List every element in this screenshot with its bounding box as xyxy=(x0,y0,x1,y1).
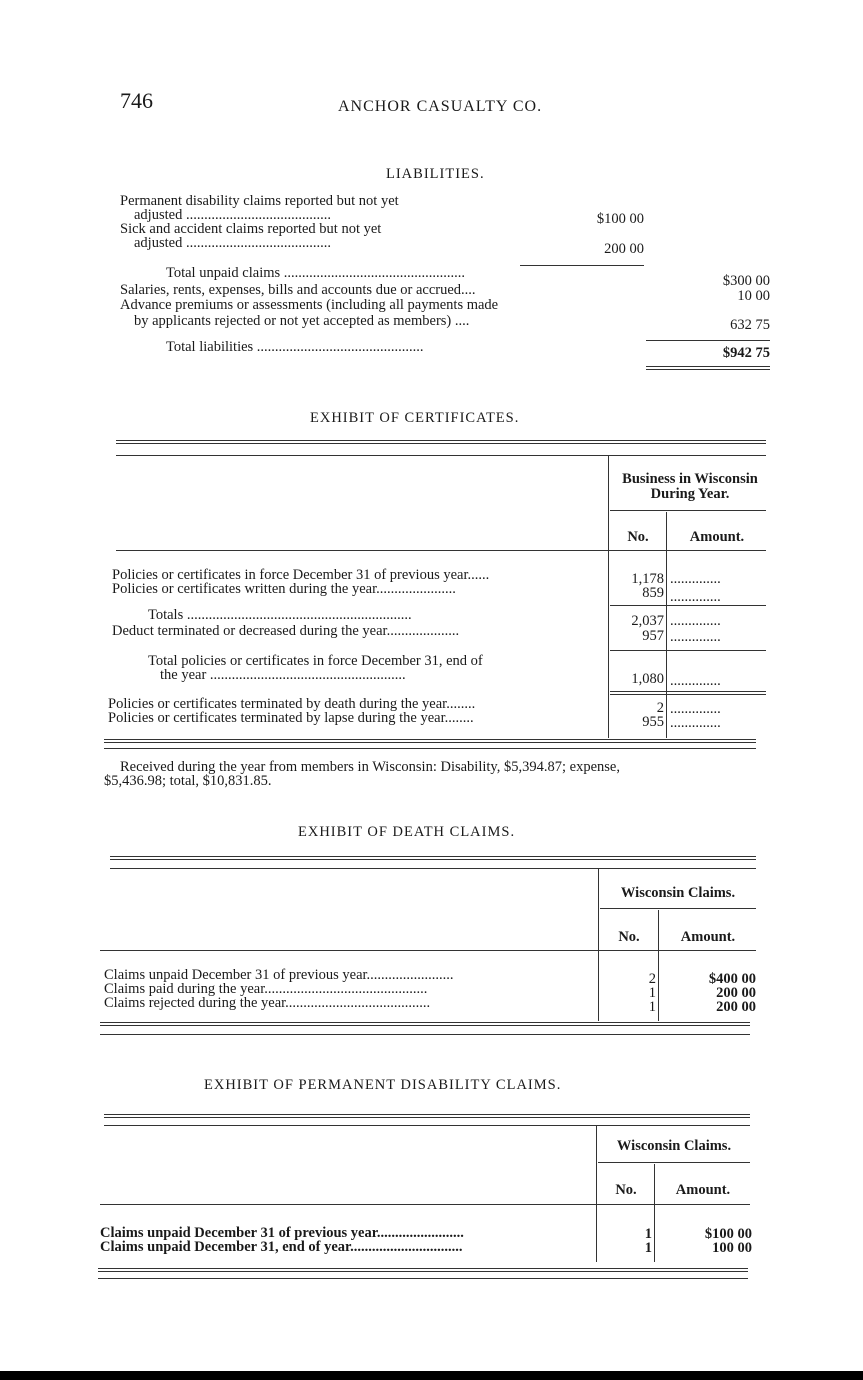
table-cell-amount: .............. xyxy=(670,702,721,717)
group-header: Wisconsin Claims. xyxy=(616,1138,732,1154)
table-row-label: Claims unpaid December 31, end of year............................... xyxy=(100,1240,463,1255)
liability-row-label: Permanent disability claims reported but not yet xyxy=(120,194,399,209)
total-liabilities-value: $942 75 xyxy=(722,345,770,361)
salaries-value: 10 00 xyxy=(737,288,770,304)
table-top-rule xyxy=(116,440,766,444)
table-bottom-rule xyxy=(104,739,756,743)
table-cell-amount: .............. xyxy=(670,674,721,689)
advance-premiums-label: by applicants rejected or not yet accepted as members) .... xyxy=(134,314,470,329)
table-cell-no: 859 xyxy=(642,585,664,601)
group-header: Business in Wisconsin xyxy=(622,471,758,487)
header-bottom-rule xyxy=(116,550,766,551)
table-cell-no: 1 xyxy=(648,985,656,1001)
col-header-amount: Amount. xyxy=(680,929,736,945)
table-cell-no: 955 xyxy=(642,714,664,730)
table-cell-amount: .............. xyxy=(670,614,721,629)
table-row-label: Claims paid during the year............................................. xyxy=(104,982,428,997)
table-row-label: Policies or certificates terminated by lapse during the year........ xyxy=(108,711,474,726)
table-top-rule xyxy=(116,455,766,456)
liability-row-label: Sick and accident claims reported but not yet xyxy=(120,222,382,237)
column-divider xyxy=(608,456,609,738)
table-cell-amount: $400 00 xyxy=(708,971,756,987)
total-rule xyxy=(646,340,770,341)
sum-rule xyxy=(610,605,766,606)
col-header-amount: Amount. xyxy=(675,1182,731,1198)
salaries-label: Salaries, rents, expenses, bills and accounts due or accrued.... xyxy=(120,283,476,298)
liability-row-label: adjusted ........................................ xyxy=(134,208,331,223)
table-cell-no: 2,037 xyxy=(631,613,664,629)
total-liabilities-label: Total liabilities .............................................. xyxy=(166,340,424,355)
death-claims-heading: EXHIBIT OF DEATH CLAIMS. xyxy=(298,824,516,840)
advance-premiums-value: 632 75 xyxy=(730,317,770,333)
table-row-label: Policies or certificates in force December 31 of previous year...... xyxy=(112,568,490,583)
liability-row-label: adjusted ........................................ xyxy=(134,236,331,251)
liabilities-heading: LIABILITIES. xyxy=(386,166,485,182)
column-divider xyxy=(596,1126,597,1262)
table-cell-no: 1 xyxy=(644,1226,652,1242)
table-row-label: Totals .............................................................. xyxy=(148,608,412,623)
header-bottom-rule xyxy=(100,1204,750,1205)
column-divider xyxy=(658,910,659,1021)
scan-bottom-border xyxy=(0,1371,863,1380)
sum-rule xyxy=(610,650,766,651)
received-note: $5,436.98; total, $10,831.85. xyxy=(104,773,272,789)
table-row-label: Total policies or certificates in force December 31, end of xyxy=(148,654,483,669)
table-bottom-rule xyxy=(98,1268,748,1272)
header-rule xyxy=(610,510,766,511)
table-cell-amount: .............. xyxy=(670,630,721,645)
header-rule xyxy=(598,1162,750,1163)
sum-double-rule xyxy=(610,691,766,695)
permanent-disability-heading: EXHIBIT OF PERMANENT DISABILITY CLAIMS. xyxy=(204,1077,562,1093)
table-row-label: Claims unpaid December 31 of previous year........................ xyxy=(100,1226,464,1241)
table-row-label: the year ...................................................... xyxy=(160,668,406,683)
table-cell-no: 1,178 xyxy=(631,571,664,587)
table-row-label: Claims unpaid December 31 of previous year........................ xyxy=(104,968,454,983)
table-cell-amount: .............. xyxy=(670,590,721,605)
table-cell-amount: 200 00 xyxy=(716,985,756,1001)
group-header: Wisconsin Claims. xyxy=(620,885,736,901)
table-cell-no: 2 xyxy=(648,971,656,987)
table-bottom-rule xyxy=(100,1034,750,1035)
page-number: 746 xyxy=(120,88,153,113)
table-top-rule xyxy=(104,1125,750,1126)
table-bottom-rule xyxy=(100,1022,750,1026)
table-bottom-rule xyxy=(98,1278,748,1279)
table-cell-no: 957 xyxy=(642,628,664,644)
table-cell-no: 1 xyxy=(648,999,656,1015)
col-header-amount: Amount. xyxy=(689,529,745,545)
column-divider xyxy=(666,512,667,738)
header-bottom-rule xyxy=(100,950,756,951)
table-cell-amount: 100 00 xyxy=(712,1240,752,1256)
total-unpaid-label: Total unpaid claims .................................................. xyxy=(166,266,466,281)
table-cell-amount: 200 00 xyxy=(716,999,756,1015)
group-header: During Year. xyxy=(650,486,730,502)
col-header-no: No. xyxy=(615,1182,637,1198)
table-cell-no: 1 xyxy=(644,1240,652,1256)
table-cell-amount: .............. xyxy=(670,572,721,587)
col-header-no: No. xyxy=(618,929,640,945)
table-top-rule xyxy=(104,1114,750,1118)
table-row-label: Policies or certificates written during the year...................... xyxy=(112,582,456,597)
table-cell-amount: $100 00 xyxy=(704,1226,752,1242)
table-row-label: Deduct terminated or decreased during the year.................... xyxy=(112,624,460,639)
col-header-no: No. xyxy=(627,529,649,545)
received-note: Received during the year from members in Wisconsin: Disability, $5,394.87; expense, xyxy=(120,759,620,775)
table-cell-no: 1,080 xyxy=(631,671,664,687)
total-double-rule xyxy=(646,366,770,370)
liability-row-value: $100 00 xyxy=(596,211,644,227)
running-head-title: ANCHOR CASUALTY CO. xyxy=(338,98,543,115)
advance-premiums-label: Advance premiums or assessments (including all payments made xyxy=(120,298,499,313)
table-cell-no: 2 xyxy=(656,700,664,716)
table-row-label: Policies or certificates terminated by death during the year........ xyxy=(108,697,476,712)
certificates-heading: EXHIBIT OF CERTIFICATES. xyxy=(310,410,520,426)
table-cell-amount: .............. xyxy=(670,716,721,731)
total-unpaid-value: $300 00 xyxy=(722,273,770,289)
table-bottom-rule xyxy=(104,748,756,749)
column-divider xyxy=(654,1164,655,1262)
table-top-rule xyxy=(110,868,756,869)
liability-row-value: 200 00 xyxy=(604,241,644,257)
table-top-rule xyxy=(110,856,756,860)
table-row-label: Claims rejected during the year........................................ xyxy=(104,996,431,1011)
column-divider xyxy=(598,869,599,1021)
header-rule xyxy=(600,908,756,909)
